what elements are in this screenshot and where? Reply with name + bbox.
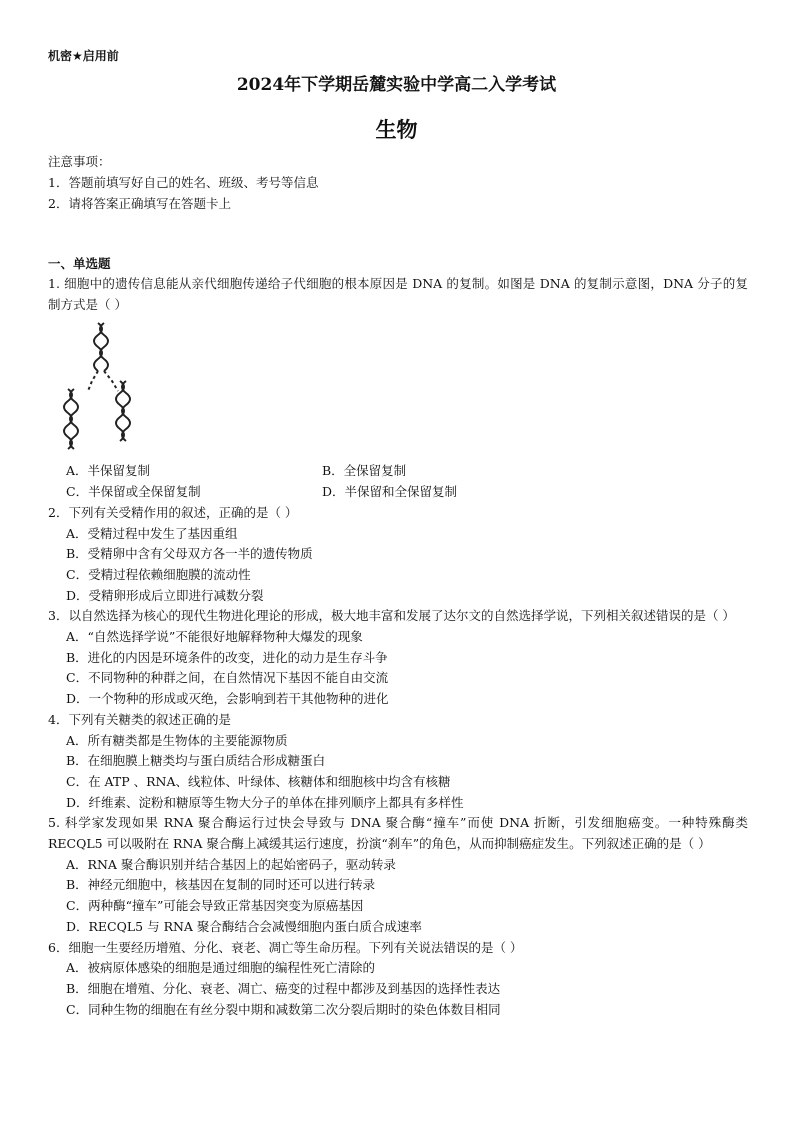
option-b[interactable]: B．进化的内因是环境条件的改变，进化的动力是生存斗争 (66, 649, 388, 665)
option-a[interactable]: A．半保留复制 (66, 463, 151, 479)
option-c[interactable]: C．两种酶“撞车”可能会导致正常基因突变为原癌基因 (66, 898, 364, 914)
option-a[interactable]: A．受精过程中发生了基因重组 (66, 525, 238, 541)
option-c[interactable]: C．在 ATP 、RNA、线粒体、叶绿体、核糖体和细胞核中均含有核糖 (66, 773, 451, 789)
section-heading: 一、单选题 (48, 256, 111, 271)
note-item: 2．请将答案正确填写在答题卡上 (48, 196, 231, 211)
dna-replication-figure (48, 321, 248, 457)
subject-title: 生物 (375, 118, 418, 142)
option-b[interactable]: B．细胞在增殖、分化、衰老、凋亡、癌变的过程中都涉及到基因的选择性表达 (66, 980, 501, 996)
question-section (48, 254, 748, 1020)
question-stem: 2．下列有关受精作用的叙述，正确的是（ ） (48, 504, 298, 520)
option-c[interactable]: C．受精过程依赖细胞膜的流动性 (66, 566, 251, 582)
option-b[interactable]: B．全保留复制 (322, 463, 407, 479)
option-b[interactable]: B．在细胞膜上糖类均与蛋白质结合形成糖蛋白 (66, 753, 326, 769)
option-b[interactable]: B．神经元细胞中，核基因在复制的同时还可以进行转录 (66, 877, 376, 893)
question-stem: 4．下列有关糖类的叙述正确的是 (48, 711, 231, 727)
question-stem: 6．细胞一生要经历增殖、分化、衰老、凋亡等生命历程。下列有关说法错误的是（ ） (48, 939, 523, 955)
option-d[interactable]: D．纤维素、淀粉和糖原等生物大分子的单体在排列顺序上都具有多样性 (66, 794, 464, 810)
option-a[interactable]: A．RNA 聚合酶识别并结合基因上的起始密码子，驱动转录 (66, 856, 396, 872)
option-d[interactable]: D．RECQL5 与 RNA 聚合酶结合会减慢细胞内蛋白质合成速率 (66, 918, 422, 934)
exam-title: 2024年下学期岳麓实验中学高二入学考试 (236, 75, 557, 95)
confidential-label: 机密★启用前 (48, 49, 119, 63)
option-d[interactable]: D．受精卵形成后立即进行减数分裂 (66, 587, 264, 603)
notes-heading: 注意事项： (48, 154, 111, 169)
option-a[interactable]: A．“自然选择学说”不能很好地解释物种大爆发的现象 (66, 629, 363, 645)
question-stem: 1. 细胞中的遗传信息能从亲代细胞传递给子代细胞的根本原因是 DNA 的复制。如图是 DNA 的复制示意图，DNA 分子的复制方式是（ ） (48, 276, 748, 312)
option-a[interactable]: A．所有糖类都是生物体的主要能源物质 (66, 732, 288, 748)
notes-block (48, 151, 318, 214)
option-c[interactable]: C．同种生物的细胞在有丝分裂中期和减数第二次分裂后期时的染色体数目相同 (66, 1001, 501, 1017)
dna-replication-diagram (62, 321, 162, 457)
question-stem: 5. 科学家发现如果 RNA 聚合酶运行过快会导致与 DNA 聚合酶“撞车”而使 DNA 折断，引发细胞癌变。一种特殊酶类 RECQL5 可以吸附在 RNA 聚合酶上减缓其运行速度，扮演“刹车”的角色，从而抑制癌症发生。下列叙述正确的是（ ） (48, 815, 748, 852)
option-b[interactable]: B．受精卵中含有父母双方各一半的遗传物质 (66, 546, 313, 562)
option-c[interactable]: C．半保留或全保留复制 (66, 484, 201, 500)
option-c[interactable]: C．不同物种的种群之间，在自然情况下基因不能自由交流 (66, 670, 389, 686)
option-d[interactable]: D．一个物种的形成或灭绝，会影响到若干其他物种的进化 (66, 691, 389, 707)
note-item: 1．答题前填写好自己的姓名、班级、考号等信息 (48, 175, 319, 190)
options-group (48, 461, 748, 502)
option-d[interactable]: D．半保留和全保留复制 (322, 484, 458, 500)
option-a[interactable]: A．被病原体感染的细胞是通过细胞的编程性死亡清除的 (66, 960, 376, 976)
question-stem: 3．以自然选择为核心的现代生物进化理论的形成，极大地丰富和发展了达尔文的自然选择学说，下列相关叙述错误的是（ ） (48, 608, 735, 624)
